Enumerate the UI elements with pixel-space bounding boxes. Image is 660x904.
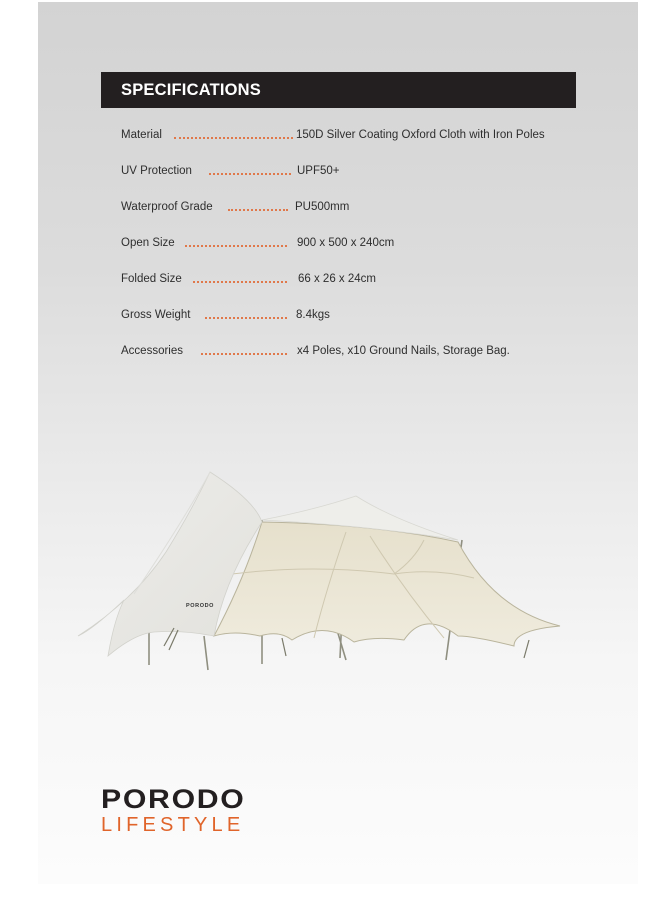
spec-value: UPF50+	[297, 165, 340, 177]
spec-row-accessories	[121, 345, 591, 363]
spec-label: Folded Size	[121, 273, 182, 285]
spec-label: Gross Weight	[121, 309, 191, 321]
spec-row-gross-weight	[121, 309, 591, 327]
spec-value: 150D Silver Coating Oxford Cloth with Iron Poles	[296, 129, 545, 141]
spec-row-material	[121, 129, 591, 147]
spec-row-waterproof-grade	[121, 201, 591, 219]
spec-row-uv-protection	[121, 165, 591, 183]
leader-dots	[205, 317, 287, 319]
leader-dots	[201, 353, 287, 355]
leader-dots	[228, 209, 288, 211]
spec-value: 900 x 500 x 240cm	[297, 237, 395, 249]
specifications-header	[101, 72, 576, 108]
spec-label: Waterproof Grade	[121, 201, 213, 213]
spec-label: Accessories	[121, 345, 183, 357]
spec-row-open-size	[121, 237, 591, 255]
spec-value: PU500mm	[295, 201, 350, 213]
leader-dots	[174, 137, 293, 139]
specifications-title: SPECIFICATIONS	[121, 81, 262, 99]
svg-text:PORODO: PORODO	[186, 603, 215, 609]
brand-logo-porodo: PORODO	[101, 784, 246, 814]
leader-dots	[185, 245, 287, 247]
spec-value: 66 x 26 x 24cm	[298, 273, 376, 285]
leader-dots	[193, 281, 287, 283]
spec-row-folded-size	[121, 273, 591, 291]
spec-value: x4 Poles, x10 Ground Nails, Storage Bag.	[297, 345, 510, 357]
spec-label: UV Protection	[121, 165, 192, 177]
tent-product-image	[74, 460, 598, 676]
spec-label: Material	[121, 129, 162, 141]
spec-value: 8.4kgs	[296, 309, 330, 321]
leader-dots	[209, 173, 291, 175]
spec-label: Open Size	[121, 237, 175, 249]
brand-logo-lifestyle: LIFESTYLE	[101, 814, 245, 836]
